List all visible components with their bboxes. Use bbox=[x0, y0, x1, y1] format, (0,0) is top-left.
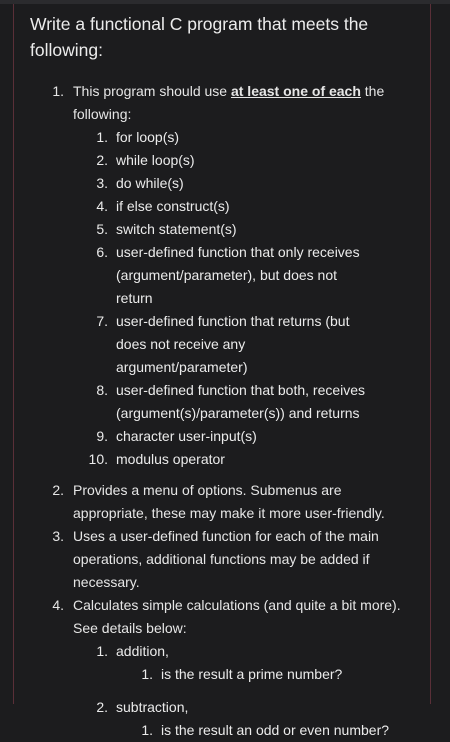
construct-item-4 bbox=[73, 195, 370, 218]
construct-item-5 bbox=[73, 218, 370, 241]
calculation-sublist bbox=[73, 640, 403, 742]
item-number: 2. bbox=[96, 699, 108, 715]
item-number: 8. bbox=[96, 382, 108, 398]
construct-item-7 bbox=[73, 310, 370, 379]
item-text: while loop(s) bbox=[116, 152, 195, 168]
item-text: character user-input(s) bbox=[116, 428, 257, 444]
item-text: do while(s) bbox=[116, 175, 184, 191]
item-number: 10. bbox=[88, 451, 108, 467]
requirement-number: 1. bbox=[52, 83, 64, 99]
requirement-text: Uses a user-defined function for each of the main operations, additional functions may be added if necessary. bbox=[73, 528, 379, 590]
requirement-item-3 bbox=[30, 525, 413, 594]
calculation-detail-item bbox=[73, 719, 403, 742]
requirement-emphasis: at least one of each bbox=[230, 83, 361, 99]
construct-sublist bbox=[73, 126, 370, 471]
requirement-number: 2. bbox=[52, 482, 64, 498]
item-number: 6. bbox=[96, 244, 108, 260]
calculation-item-subtraction bbox=[73, 696, 403, 719]
requirement-text: Calculates simple calculations (and quite a bit more). See details below: bbox=[73, 597, 401, 636]
construct-item-8 bbox=[73, 379, 370, 425]
item-text: subtraction, bbox=[116, 699, 189, 715]
item-text: user-defined function that returns (but does not receive any argument/parameter) bbox=[116, 313, 350, 375]
item-number: 5. bbox=[96, 221, 108, 237]
item-text: addition, bbox=[116, 643, 169, 659]
requirement-text: This program should use bbox=[73, 83, 231, 99]
construct-item-1 bbox=[73, 126, 370, 149]
construct-item-9 bbox=[73, 425, 370, 448]
question-heading: Write a functional C program that meets the following: bbox=[30, 14, 369, 60]
requirement-number: 3. bbox=[52, 528, 64, 544]
requirement-item-4 bbox=[30, 594, 413, 640]
requirement-text: the following: bbox=[73, 83, 385, 122]
construct-item-10 bbox=[73, 448, 370, 471]
requirement-item-1 bbox=[30, 80, 413, 126]
item-text: modulus operator bbox=[116, 451, 225, 467]
item-number: 7. bbox=[96, 313, 108, 329]
requirement-item-2 bbox=[30, 479, 413, 525]
question-content bbox=[30, 11, 430, 742]
item-number: 1. bbox=[96, 129, 108, 145]
calculation-item-addition bbox=[73, 640, 403, 663]
item-text: for loop(s) bbox=[116, 129, 180, 145]
requirements-list bbox=[30, 80, 430, 742]
item-text: is the result a prime number? bbox=[161, 666, 343, 682]
item-number: 4. bbox=[96, 198, 108, 214]
construct-item-2 bbox=[73, 149, 370, 172]
item-number: 2. bbox=[96, 152, 108, 168]
item-number: 1. bbox=[141, 666, 153, 682]
item-text: is the result an odd or even number? bbox=[161, 722, 390, 738]
requirement-number: 4. bbox=[52, 597, 64, 613]
item-number: 1. bbox=[141, 722, 153, 738]
item-text: user-defined function that both, receives (argument(s)/parameter(s)) and returns bbox=[116, 382, 366, 421]
item-text: if else construct(s) bbox=[116, 198, 230, 214]
calculation-detail-item bbox=[73, 663, 403, 686]
item-number: 9. bbox=[96, 428, 108, 444]
construct-item-6 bbox=[73, 241, 370, 310]
item-text: user-defined function that only receives (argument/parameter), but does not return bbox=[116, 244, 360, 306]
requirement-text: Provides a menu of options. Submenus are appropriate, these may make it more user-friendly. bbox=[73, 482, 385, 521]
item-text: switch statement(s) bbox=[116, 221, 237, 237]
item-number: 1. bbox=[96, 643, 108, 659]
item-number: 3. bbox=[96, 175, 108, 191]
construct-item-3 bbox=[73, 172, 370, 195]
